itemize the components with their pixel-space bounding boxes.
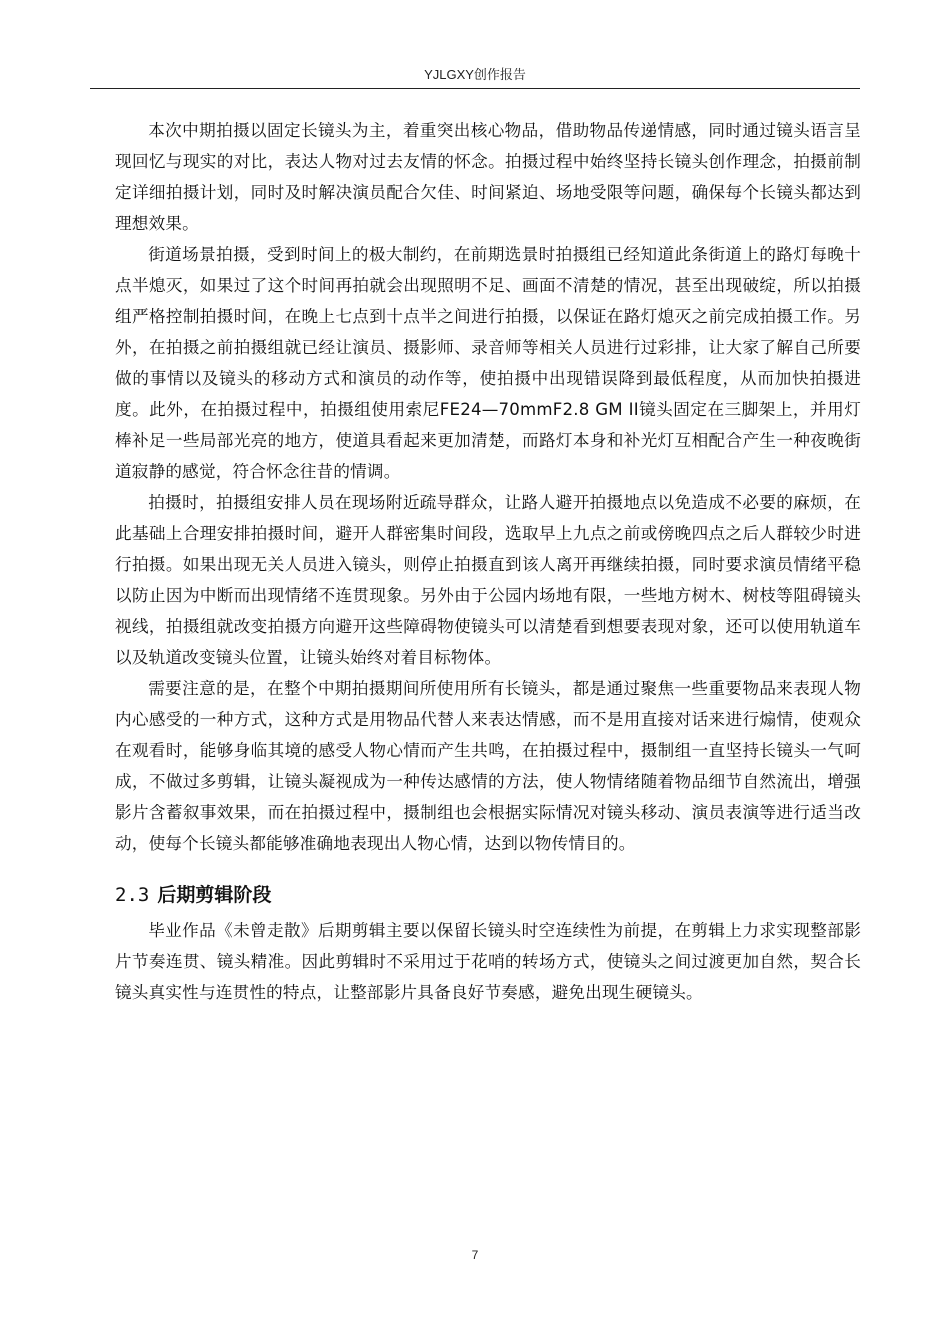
body-paragraph-3: 拍摄时，拍摄组安排人员在现场附近疏导群众，让路人避开拍摄地点以免造成不必要的麻烦，在此基础上合理安排拍摄时间，避开人群密集时间段，选取早上九点之前或傍晚四点之后人群较少时进行拍摄。如果出现无关人员进入镜头，则停止拍摄直到该人离开再继续拍摄，同时要求演员情绪平稳以防止因为中断而出现情绪不连贯现象。另外由于公园内场地有限，一些地方树木、树枝等阻碍镜头视线，拍摄组就改变拍摄方向避开这些障碍物使镜头可以清楚看到想要表现对象，还可以使用轨道车以及轨道改变镜头位置，让镜头始终对着目标物体。: [115, 493, 861, 667]
document-body: [115, 115, 861, 1008]
page-number: 7: [471, 1248, 479, 1262]
section-heading: [115, 881, 861, 909]
header-divider: [90, 88, 860, 89]
running-header: YJLGXY创作报告: [424, 67, 526, 82]
body-paragraph-5: 毕业作品《未曾走散》后期剪辑主要以保留长镜头时空连续性为前提，在剪辑上力求实现整部影片节奏连贯、镜头精准。因此剪辑时不采用过于花哨的转场方式，使镜头之间过渡更加自然，契合长镜头真实性与连贯性的特点，让整部影片具备良好节奏感，避免出现生硬镜头。: [115, 921, 861, 1002]
body-paragraph-2: 街道场景拍摄，受到时间上的极大制约，在前期选景时拍摄组已经知道此条街道上的路灯每晚十点半熄灭，如果过了这个时间再拍就会出现照明不足、画面不清楚的情况，甚至出现破绽，所以拍摄组严格控制拍摄时间，在晚上七点到十点半之间进行拍摄，以保证在路灯熄灭之前完成拍摄工作。另外，在拍摄之前拍摄组就已经让演员、摄影师、录音师等相关人员进行过彩排，让大家了解自己所要做的事情以及镜头的移动方式和演员的动作等，使拍摄中出现错误降到最低程度，从而加快拍摄进度。此外，在拍摄过程中，拍摄组使用索尼FE24—70mmF2.8 GM II镜头固定在三脚架上，并用灯棒补足一些局部光亮的地方，使道具看起来更加清楚，而路灯本身和补光灯互相配合产生一种夜晚街道寂静的感觉，符合怀念往昔的情调。: [115, 245, 861, 481]
section-number: 2.3: [115, 884, 150, 906]
body-paragraph-4: 需要注意的是，在整个中期拍摄期间所使用所有长镜头，都是通过聚焦一些重要物品来表现人物内心感受的一种方式，这种方式是用物品代替人来表达情感，而不是用直接对话来进行煽情，使观众在观看时，能够身临其境的感受人物心情而产生共鸣，在拍摄过程中，摄制组一直坚持长镜头一气呵成，不做过多剪辑，让镜头凝视成为一种传达感情的方法，使人物情绪随着物品细节自然流出，增强影片含蓄叙事效果，而在拍摄过程中，摄制组也会根据实际情况对镜头移动、演员表演等进行适当改动，使每个长镜头都能够准确地表现出人物心情，达到以物传情目的。: [115, 679, 861, 853]
body-paragraph-1: 本次中期拍摄以固定长镜头为主，着重突出核心物品，借助物品传递情感，同时通过镜头语言呈现回忆与现实的对比，表达人物对过去友情的怀念。拍摄过程中始终坚持长镜头创作理念，拍摄前制定详细拍摄计划，同时及时解决演员配合欠佳、时间紧迫、场地受限等问题，确保每个长镜头都达到理想效果。: [115, 121, 861, 233]
section-title: 后期剪辑阶段: [157, 884, 272, 906]
